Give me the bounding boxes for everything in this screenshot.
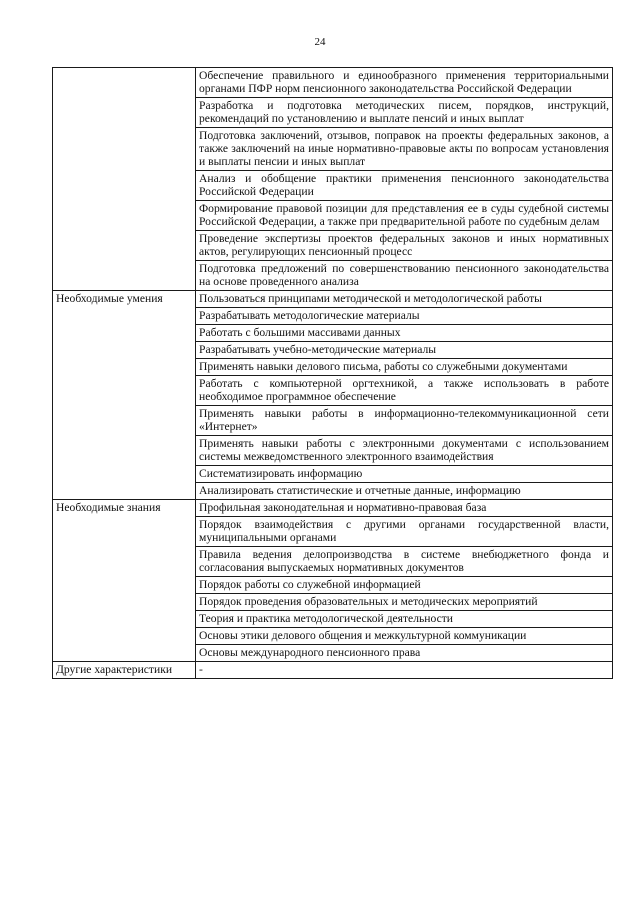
requirement-item: Подготовка заключений, отзывов, поправок на проекты федеральных законов, а также заключений на иные нормативно-правовые акты по вопросам установления и выплаты пенсии и иных выплат [196, 128, 613, 171]
table-row [53, 68, 613, 98]
requirement-item: Порядок работы со служебной информацией [196, 577, 613, 594]
requirement-item: Применять навыки работы в информационно-телекоммуникационной сети «Интернет» [196, 406, 613, 436]
requirement-item: Проведение экспертизы проектов федеральных законов и иных нормативных актов, регулирующих пенсионный процесс [196, 231, 613, 261]
requirement-item: Основы международного пенсионного права [196, 645, 613, 662]
requirement-item: Работать с компьютерной оргтехникой, а также использовать в работе необходимое программное обеспечение [196, 376, 613, 406]
category-other-label: Другие характеристики [53, 662, 196, 679]
requirement-item: Подготовка предложений по совершенствованию пенсионного законодательства на основе проведенного анализа [196, 261, 613, 291]
requirement-item: Пользоваться принципами методической и методологической работы [196, 291, 613, 308]
requirement-item: Порядок проведения образовательных и методических мероприятий [196, 594, 613, 611]
requirement-item: Основы этики делового общения и межкультурной коммуникации [196, 628, 613, 645]
requirement-item: Анализировать статистические и отчетные данные, информацию [196, 483, 613, 500]
table-row [53, 291, 613, 308]
requirement-item: Применять навыки работы с электронными документами с использованием системы межведомственного электронного взаимодействия [196, 436, 613, 466]
category-knowledge-label: Необходимые знания [53, 500, 196, 662]
requirement-item: Разрабатывать учебно-методические материалы [196, 342, 613, 359]
category-skills-label: Необходимые умения [53, 291, 196, 500]
requirement-item: Обеспечение правильного и единообразного применения территориальными органами ПФР норм пенсионного законодательства Российской Федерации [196, 68, 613, 98]
requirement-item: Порядок взаимодействия с другими органами государственной власти, муниципальными органами [196, 517, 613, 547]
requirement-item: Правила ведения делопроизводства в системе внебюджетного фонда и согласования выпускаемых нормативных документов [196, 547, 613, 577]
requirement-item: Систематизировать информацию [196, 466, 613, 483]
requirement-item: Разработка и подготовка методических писем, порядков, инструкций, рекомендаций по установлению и выплате пенсий и иных выплат [196, 98, 613, 128]
requirement-item: Работать с большими массивами данных [196, 325, 613, 342]
table-row [53, 500, 613, 517]
requirement-item: Анализ и обобщение практики применения пенсионного законодательства Российской Федерации [196, 171, 613, 201]
qualification-table [52, 67, 613, 679]
requirement-item: Профильная законодательная и нормативно-правовая база [196, 500, 613, 517]
page-number: 24 [314, 36, 326, 48]
qualification-table-body [53, 68, 613, 679]
table-row [53, 662, 613, 679]
requirement-item: Применять навыки делового письма, работы со служебными документами [196, 359, 613, 376]
requirement-item: - [196, 662, 613, 679]
requirement-item: Формирование правовой позиции для представления ее в суды судебной системы Российской Федерации, а также при предварительной работе по судебным делам [196, 201, 613, 231]
requirement-item: Теория и практика методологической деятельности [196, 611, 613, 628]
category-duties-label [53, 68, 196, 291]
requirement-item: Разрабатывать методологические материалы [196, 308, 613, 325]
